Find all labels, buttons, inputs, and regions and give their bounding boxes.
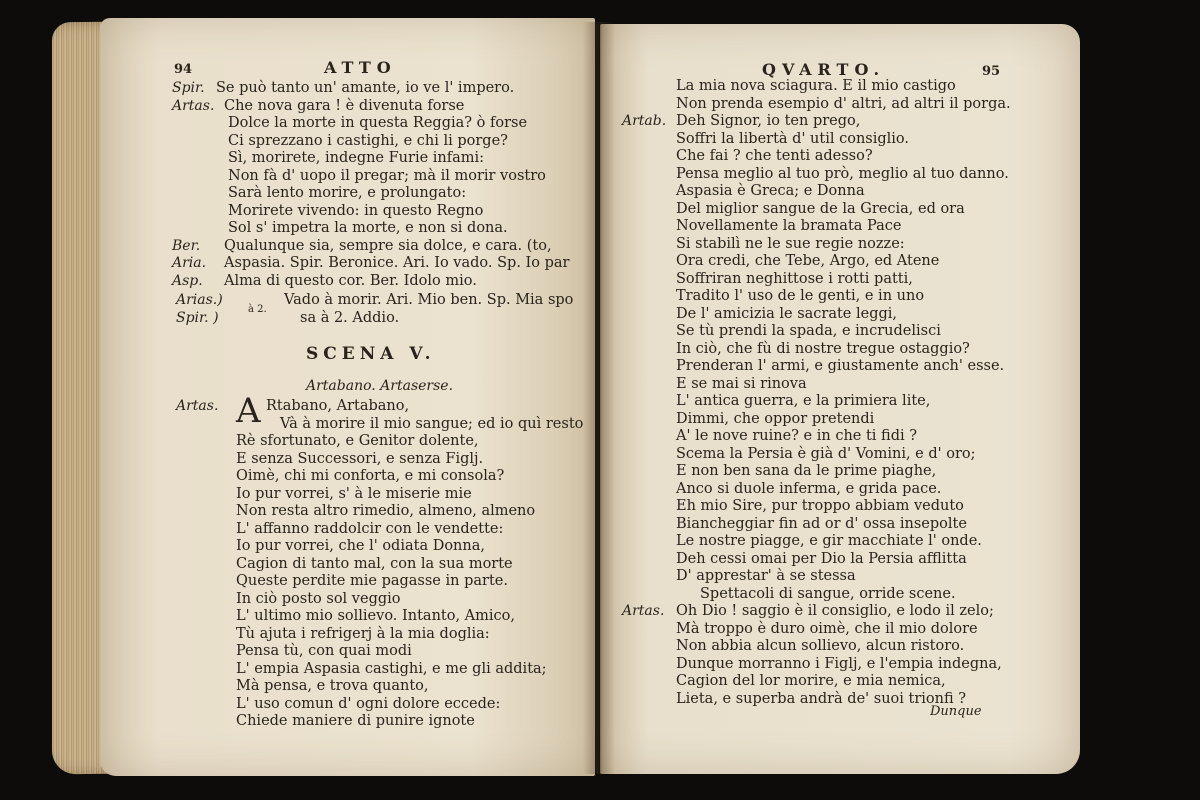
text-line bbox=[620, 306, 1070, 324]
line-text: Dunque morranno i Figlj, e l'empia indegna, bbox=[676, 655, 1002, 672]
speaker-label: Artab. bbox=[622, 113, 667, 129]
line-text: Tù ajuta i refrigerj à la mia doglia: bbox=[236, 625, 490, 642]
duet-speaker: Spir. ) bbox=[176, 310, 219, 326]
line-text: L' ultimo mio sollievo. Intanto, Amico, bbox=[236, 608, 515, 624]
text-line bbox=[620, 551, 1070, 569]
line-text: Che fai ? che tenti adesso? bbox=[676, 148, 873, 164]
text-line bbox=[620, 183, 1070, 201]
text-line bbox=[236, 486, 596, 504]
text-block-scene bbox=[236, 398, 596, 731]
line-text: L' antica guerra, e la primiera lite, bbox=[676, 393, 931, 409]
line-text: Dolce la morte in questa Reggia? ò forse bbox=[228, 115, 528, 131]
speaker-label: Ber. bbox=[172, 237, 201, 254]
line-text: Se tù prendi la spada, e incrudelisci bbox=[676, 323, 941, 339]
line-text: E non ben sana da le prime piaghe, bbox=[676, 463, 937, 479]
line-text: Io pur vorrei, che l' odiata Donna, bbox=[236, 538, 485, 554]
text-line bbox=[620, 201, 1070, 219]
text-line bbox=[236, 433, 596, 451]
text-line bbox=[236, 678, 596, 696]
text-line bbox=[620, 96, 1070, 114]
text-line bbox=[172, 238, 592, 256]
text-line bbox=[620, 131, 1070, 149]
duet-line: Vado à morir. Ari. Mio ben. Sp. Mia spo bbox=[284, 292, 574, 308]
text-line bbox=[236, 573, 596, 591]
text-line bbox=[236, 521, 596, 539]
line-text: L' uso comun d' ogni dolore eccede: bbox=[236, 695, 501, 712]
line-text: Io pur vorrei, s' à le miserie mie bbox=[236, 485, 472, 502]
drop-cap: A bbox=[236, 391, 261, 431]
line-text: A' le nove ruine? e in che ti fidi ? bbox=[676, 428, 918, 444]
text-line bbox=[620, 288, 1070, 306]
line-text: Che nova gara ! è divenuta forse bbox=[224, 97, 465, 114]
line-text: Mà troppo è duro oimè, che il mio dolore bbox=[676, 620, 978, 637]
line-text: Sol s' impetra la morte, e non si dona. bbox=[228, 220, 508, 236]
line-text: Del miglior sangue de la Grecia, ed ora bbox=[676, 200, 965, 217]
text-line bbox=[620, 638, 1070, 656]
text-line bbox=[236, 661, 596, 679]
text-line bbox=[620, 621, 1070, 639]
line-text: Deh cessi omai per Dio la Persia afflitta bbox=[676, 550, 967, 567]
line-text: Soffri la libertà d' util consiglio. bbox=[676, 130, 910, 147]
line-text: Mà pensa, e trova quanto, bbox=[236, 678, 429, 694]
text-line bbox=[620, 236, 1070, 254]
text-line bbox=[620, 411, 1070, 429]
line-text: Oimè, chi mi conforta, e mi consola? bbox=[236, 468, 505, 484]
line-text: D' apprestar' à se stessa bbox=[676, 568, 856, 584]
text-line bbox=[620, 603, 1070, 621]
text-line bbox=[172, 133, 592, 151]
line-text: Chiede maniere di punire ignote bbox=[236, 713, 475, 729]
line-text: Qualunque sia, sempre sia dolce, e cara. (to, bbox=[224, 237, 552, 254]
text-line bbox=[620, 218, 1070, 236]
line-text: Cagion del lor morire, e mia nemica, bbox=[676, 673, 946, 689]
line-text: Pensa tù, con quai modi bbox=[236, 643, 412, 659]
line-text: Spettacoli di sangue, orride scene. bbox=[700, 585, 956, 602]
line-text: Lieta, e superba andrà de' suoi trionfi ? bbox=[676, 690, 967, 707]
text-line bbox=[620, 673, 1070, 691]
text-line bbox=[172, 98, 592, 116]
page-number: 95 bbox=[982, 64, 1001, 79]
line-text: Oh Dio ! saggio è il consiglio, e lodo il zelo; bbox=[676, 603, 994, 619]
line-text: Deh Signor, io ten prego, bbox=[676, 113, 861, 129]
line-text: La mia nova sciagura. E il mio castigo bbox=[676, 78, 956, 94]
line-text: Sì, morirete, indegne Furie infami: bbox=[228, 150, 485, 166]
text-line bbox=[620, 533, 1070, 551]
line-text: Pensa meglio al tuo prò, meglio al tuo danno. bbox=[676, 165, 1009, 182]
text-line bbox=[172, 150, 592, 168]
text-line bbox=[620, 253, 1070, 271]
text-line bbox=[620, 376, 1070, 394]
duet-mark: à 2. bbox=[248, 304, 267, 315]
line-text: Aspasia. Spir. Beronice. Ari. Io vado. Sp. Io par bbox=[224, 255, 570, 271]
line-text: Biancheggiar fin ad or d' ossa insepolte bbox=[676, 515, 967, 532]
text-line bbox=[620, 393, 1070, 411]
text-line bbox=[620, 498, 1070, 516]
text-line bbox=[620, 166, 1070, 184]
line-text: Queste perdite mie pagasse in parte. bbox=[236, 573, 508, 589]
right-page bbox=[600, 24, 1080, 774]
text-line bbox=[236, 591, 596, 609]
text-line bbox=[236, 398, 596, 416]
speaker-label: Artas. bbox=[172, 97, 215, 114]
page-number: 94 bbox=[174, 62, 193, 77]
text-block bbox=[620, 78, 1070, 708]
text-line bbox=[620, 271, 1070, 289]
line-text: Aspasia è Greca; e Donna bbox=[676, 183, 865, 199]
line-text: Sarà lento morire, e prolungato: bbox=[228, 185, 467, 201]
speaker-label: Aria. bbox=[172, 255, 207, 271]
speaker-label: Artas. bbox=[176, 398, 219, 414]
text-line bbox=[620, 148, 1070, 166]
line-text: De l' amicizia le sacrate leggi, bbox=[676, 305, 898, 322]
text-line bbox=[236, 608, 596, 626]
line-text: Ci sprezzano i castighi, e chi li porge? bbox=[228, 132, 508, 149]
speaker-label: Asp. bbox=[172, 272, 203, 289]
line-text: Non prenda esempio d' altri, ad altri il porga. bbox=[676, 95, 1011, 112]
catchword: Dunque bbox=[930, 704, 982, 719]
line-text: Prenderan l' armi, e giustamente anch' esse. bbox=[676, 358, 1005, 374]
line-text: Se può tanto un' amante, io ve l' impero. bbox=[216, 80, 515, 96]
text-line bbox=[236, 713, 596, 731]
text-line bbox=[172, 168, 592, 186]
text-line bbox=[172, 273, 592, 291]
line-text: Tradito l' uso de le genti, e in uno bbox=[676, 288, 925, 304]
line-text: Non fà d' uopo il pregar; mà il morir vostro bbox=[228, 167, 546, 184]
line-text: Morirete vivendo: in questo Regno bbox=[228, 202, 484, 219]
running-head: QVARTO. bbox=[762, 60, 886, 79]
line-text: E senza Successori, e senza Figlj. bbox=[236, 450, 484, 467]
line-text: Soffriran neghittose i rotti patti, bbox=[676, 270, 913, 287]
text-line bbox=[172, 80, 592, 98]
text-line bbox=[620, 586, 1070, 604]
duet-speaker: Arias.) bbox=[176, 292, 223, 308]
text-line bbox=[236, 538, 596, 556]
text-line bbox=[236, 468, 596, 486]
text-line bbox=[620, 358, 1070, 376]
text-line bbox=[236, 416, 596, 434]
text-line bbox=[172, 185, 592, 203]
text-line bbox=[620, 691, 1070, 709]
text-line bbox=[620, 323, 1070, 341]
running-head: ATTO bbox=[324, 58, 397, 77]
text-line bbox=[620, 481, 1070, 499]
text-line bbox=[236, 626, 596, 644]
text-line bbox=[620, 568, 1070, 586]
line-text: Novellamente la bramata Pace bbox=[676, 218, 902, 234]
text-line bbox=[236, 503, 596, 521]
line-text: Anco si duole inferma, e grida pace. bbox=[676, 480, 942, 497]
text-line bbox=[236, 451, 596, 469]
line-text: Alma di questo cor. Ber. Idolo mio. bbox=[224, 272, 477, 289]
text-line bbox=[620, 113, 1070, 131]
text-line bbox=[172, 220, 592, 238]
line-text: Rè sfortunato, e Genitor dolente, bbox=[236, 433, 479, 449]
speaker-label: Artas. bbox=[622, 603, 665, 619]
line-text: Scema la Persia è già d' Vomini, e d' oro; bbox=[676, 445, 976, 462]
line-text: Eh mio Sire, pur troppo abbiam veduto bbox=[676, 498, 964, 514]
text-line bbox=[172, 115, 592, 133]
text-line bbox=[236, 696, 596, 714]
text-line bbox=[620, 656, 1070, 674]
duet-line: sa à 2. Addio. bbox=[300, 310, 400, 326]
line-text: Si stabilì ne le sue regie nozze: bbox=[676, 235, 905, 252]
text-line bbox=[620, 463, 1070, 481]
text-line bbox=[620, 446, 1070, 464]
text-line bbox=[172, 255, 592, 273]
speaker-label: Spir. bbox=[172, 80, 205, 96]
line-text: L' affanno raddolcir con le vendette: bbox=[236, 520, 504, 537]
line-text: Rtabano, Artabano, bbox=[266, 398, 410, 414]
text-line bbox=[620, 428, 1070, 446]
text-line bbox=[620, 78, 1070, 96]
line-text: In ciò, che fù di nostre tregue ostaggio? bbox=[676, 340, 970, 357]
text-line bbox=[236, 643, 596, 661]
line-text: Ora credi, che Tebe, Argo, ed Atene bbox=[676, 253, 940, 269]
text-line bbox=[172, 203, 592, 221]
text-line bbox=[236, 556, 596, 574]
scene-title: SCENA V. bbox=[306, 344, 436, 364]
line-text: Cagion di tanto mal, con la sua morte bbox=[236, 555, 513, 572]
line-text: Dimmi, che oppor pretendi bbox=[676, 410, 875, 427]
text-line bbox=[620, 516, 1070, 534]
scene-characters: Artabano. Artaserse. bbox=[306, 378, 454, 394]
line-text: Và à morire il mio sangue; ed io quì resto bbox=[280, 415, 584, 432]
text-block-top bbox=[172, 80, 592, 290]
line-text: In ciò posto sol veggio bbox=[236, 590, 401, 607]
line-text: Non resta altro rimedio, almeno, almeno bbox=[236, 503, 536, 519]
line-text: Le nostre piagge, e gir macchiate l' onde. bbox=[676, 533, 982, 549]
text-line bbox=[620, 341, 1070, 359]
left-page bbox=[100, 18, 595, 776]
line-text: E se mai si rinova bbox=[676, 375, 807, 392]
line-text: Non abbia alcun sollievo, alcun ristoro. bbox=[676, 638, 965, 654]
line-text: L' empia Aspasia castighi, e me gli addita; bbox=[236, 660, 547, 677]
